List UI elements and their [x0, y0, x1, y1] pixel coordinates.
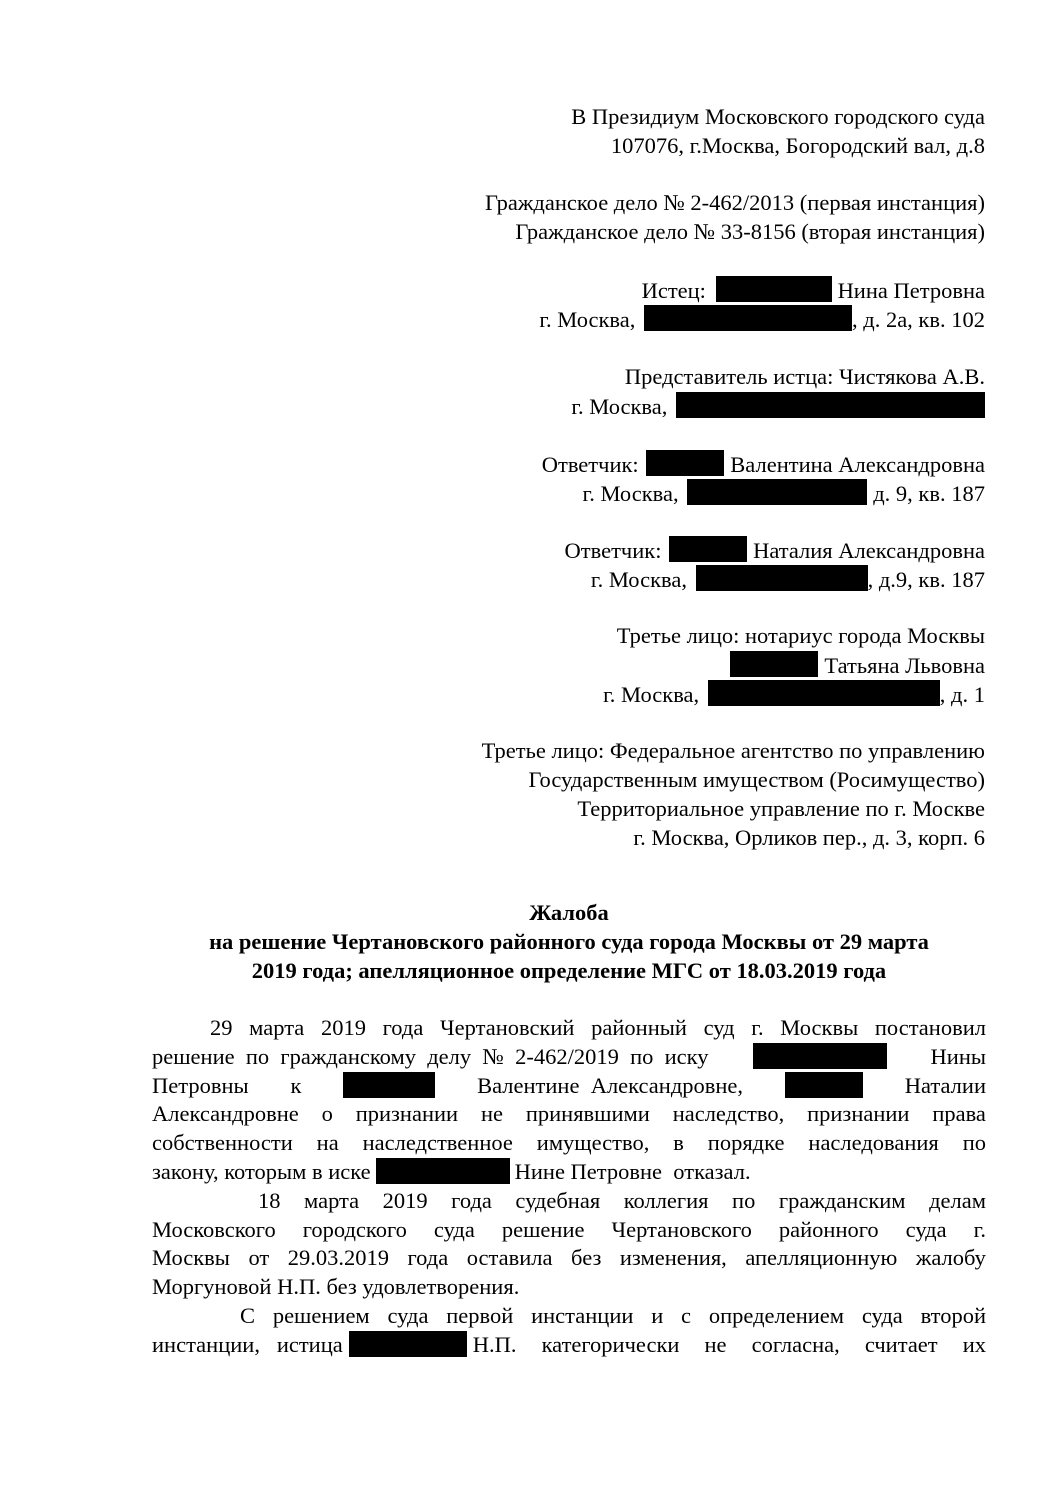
word: и: [651, 1302, 664, 1328]
word: Московского: [152, 1216, 276, 1242]
defendant1-line: Ответчик: Валентина Александровна: [541, 452, 985, 477]
word: собственности: [152, 1130, 293, 1156]
word: года: [451, 1187, 492, 1213]
p1-line3: Петровны к Валентине Александровне, Наталии: [152, 1072, 986, 1098]
defendant2-address: г. Москва, , д.9, кв. 187: [590, 567, 985, 592]
addressee: В Президиум Московского городского суда: [571, 104, 985, 129]
word: второй: [920, 1302, 986, 1328]
word: без: [571, 1245, 602, 1271]
p2-line2: [152, 1216, 986, 1245]
p1-line5: [152, 1129, 986, 1158]
redaction-bar: [753, 1043, 887, 1069]
word: суда: [861, 1302, 903, 1328]
word: районный: [591, 1015, 687, 1040]
case-number-second: Гражданское дело № 33-8156 (вторая инстанция): [515, 219, 985, 244]
word: апелляционную: [745, 1245, 898, 1271]
word: г.: [973, 1216, 986, 1242]
word: с: [681, 1302, 692, 1328]
redaction-bar: [343, 1072, 435, 1098]
word: суда: [433, 1216, 475, 1242]
word: года: [407, 1245, 449, 1271]
third-party-agency-3: Территориальное управление по г. Москве: [577, 796, 985, 821]
word: принявшими: [525, 1101, 650, 1127]
plaintiff-address: г. Москва, , д. 2а, кв. 102: [539, 307, 985, 332]
third-party-notary-name: Татьяна Львовна: [730, 651, 985, 681]
p1-line1: [152, 1014, 986, 1043]
word: инстанции: [531, 1302, 634, 1328]
word: 29.03.2019: [287, 1245, 389, 1271]
p1-line6: закону, которым в иске Нине Петровне отказал.: [152, 1158, 751, 1184]
redaction-bar: [349, 1331, 467, 1357]
word: 29: [210, 1015, 233, 1040]
redaction-bar: [644, 305, 852, 331]
word: гражданским: [778, 1187, 906, 1213]
word: на: [316, 1130, 339, 1156]
word: марта: [304, 1187, 360, 1213]
complaint-title: Жалоба: [529, 900, 609, 925]
word: 2019: [320, 1015, 366, 1040]
word: года: [382, 1015, 424, 1040]
word: по: [962, 1130, 986, 1156]
word: признании: [355, 1101, 459, 1127]
third-party-agency-4: г. Москва, Орликов пер., д. 3, корп. 6: [633, 825, 985, 850]
third-party-agency-2: Государственным имуществом (Росимущество): [528, 767, 985, 792]
word: Александровне: [152, 1101, 299, 1127]
p1-line4: [152, 1100, 986, 1129]
word: от: [248, 1245, 270, 1271]
word: порядке: [707, 1130, 785, 1156]
complaint-body: [152, 1014, 986, 1360]
word: Чертановский: [440, 1015, 575, 1040]
redaction-bar: [696, 565, 868, 591]
word: делам: [929, 1187, 986, 1213]
word: наследственное: [362, 1130, 513, 1156]
word: 2019: [382, 1187, 428, 1213]
plaintiff-label: Истец:: [641, 278, 706, 303]
word: суд: [703, 1015, 735, 1040]
third-party-notary: Третье лицо: нотариус города Москвы: [616, 623, 985, 648]
representative-line: Представитель истца: Чистякова А.В.: [624, 364, 985, 389]
word: 18: [258, 1187, 281, 1213]
word: г.: [751, 1015, 764, 1040]
p2-line1: [152, 1187, 986, 1216]
plaintiff-line: [642, 276, 985, 306]
word: Москвы: [152, 1245, 230, 1271]
p1-line2: решение по гражданскому делу № 2-462/2019 по иску Нины: [152, 1043, 986, 1069]
word: районного: [778, 1216, 879, 1242]
word: права: [932, 1101, 986, 1127]
complaint-subtitle-2: 2019 года; апелляционное определение МГС от 18.03.2019 года: [251, 958, 887, 983]
redaction-bar: [708, 680, 940, 706]
redaction-bar: [669, 536, 747, 562]
word: наследования: [808, 1130, 939, 1156]
defendant2-line: Ответчик: Наталия Александровна: [564, 538, 985, 563]
word: Москвы: [780, 1015, 859, 1040]
word: в: [673, 1130, 684, 1156]
p2-line4: Моргуновой Н.П. без удовлетворения.: [152, 1274, 520, 1300]
word: признании: [807, 1101, 910, 1127]
word: определением: [708, 1302, 845, 1328]
redaction-bar: [716, 276, 832, 302]
word: о: [321, 1101, 333, 1127]
redaction-bar: [785, 1072, 863, 1098]
word: суда: [905, 1216, 947, 1242]
redaction-bar: [676, 392, 985, 418]
word: городского: [302, 1216, 407, 1242]
word: оставила: [466, 1245, 553, 1271]
word: наследство,: [672, 1101, 785, 1127]
word: Чертановского: [611, 1216, 752, 1242]
p3-line1: [152, 1302, 986, 1331]
plaintiff-name: Нина Петровна: [837, 278, 985, 303]
third-party-notary-address: г. Москва, , д. 1: [603, 682, 985, 707]
case-number-first: Гражданское дело № 2-462/2013 (первая инстанция): [485, 190, 985, 215]
word: С: [240, 1302, 256, 1328]
word: постановил: [874, 1015, 986, 1040]
word: марта: [249, 1015, 305, 1040]
word: суда: [387, 1302, 429, 1328]
word: судебная: [515, 1187, 601, 1213]
addressee-address: 107076, г.Москва, Богородский вал, д.8: [610, 133, 985, 158]
third-party-agency-1: Третье лицо: Федеральное агентство по управлению: [481, 738, 985, 763]
p2-line3: [152, 1244, 986, 1273]
defendant1-address: г. Москва, д. 9, кв. 187: [582, 481, 985, 506]
redaction-bar: [646, 450, 724, 476]
redaction-bar: [376, 1158, 510, 1184]
word: не: [480, 1101, 503, 1127]
redaction-bar: [687, 479, 867, 505]
word: решение: [501, 1216, 585, 1242]
redaction-bar: [730, 651, 818, 677]
representative-address: г. Москва,: [571, 392, 985, 422]
word: решением: [272, 1302, 370, 1328]
word: изменения,: [619, 1245, 727, 1271]
word: первой: [446, 1302, 514, 1328]
complaint-subtitle-1: на решение Чертановского районного суда города Москвы от 29 марта: [209, 929, 929, 954]
p3-line2: инстанции, истица Н.П. категорически не согласна, считает их: [152, 1331, 986, 1357]
word: жалобу: [915, 1245, 986, 1271]
word: имущество,: [536, 1130, 650, 1156]
word: коллегия: [623, 1187, 709, 1213]
word: по: [732, 1187, 756, 1213]
